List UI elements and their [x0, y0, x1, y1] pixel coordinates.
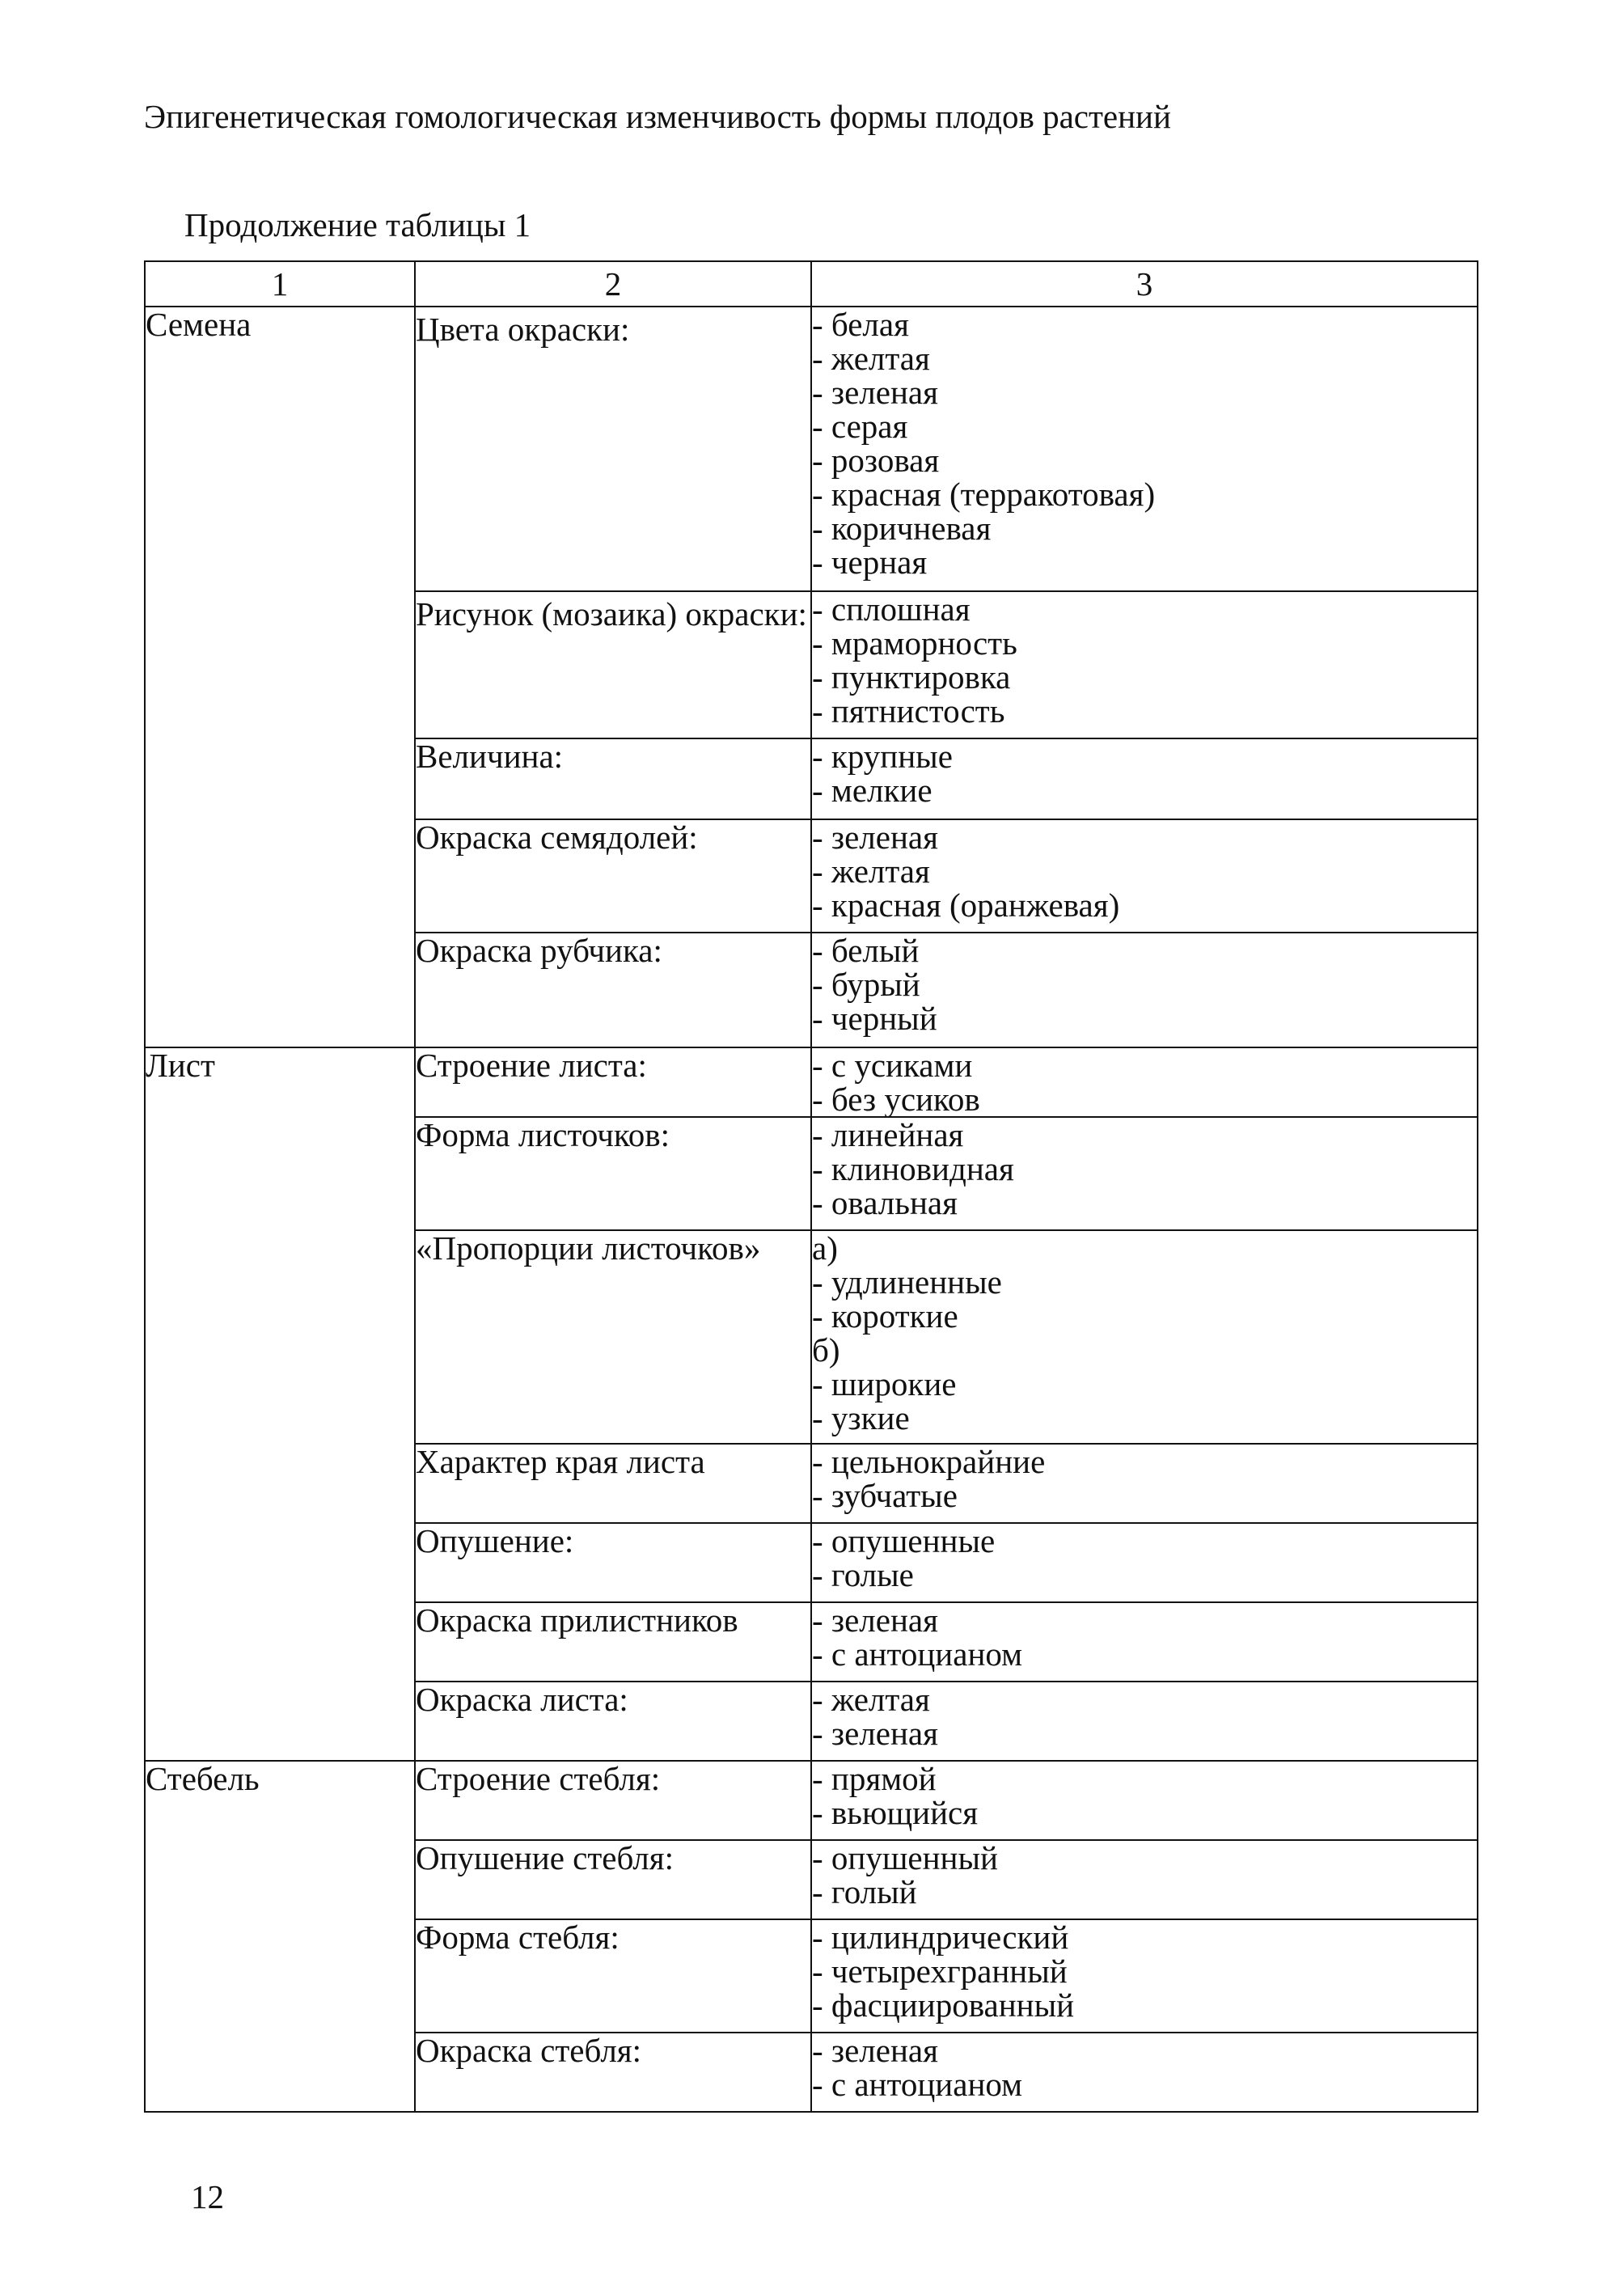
- trait-cell: Величина:: [415, 738, 811, 819]
- value-item: - мраморность: [812, 624, 1017, 662]
- trait-cell: Окраска прилистников: [415, 1602, 811, 1682]
- value-item: - желтая: [812, 340, 930, 377]
- value-item: - мелкие: [812, 772, 933, 809]
- value-item: - розовая: [812, 442, 940, 479]
- trait-cell: Опушение стебля:: [415, 1840, 811, 1919]
- values-cell: [811, 1602, 1478, 1682]
- value-item: - зеленая: [812, 374, 938, 411]
- header-cell-2: 2: [415, 261, 811, 307]
- values-cell: [811, 1047, 1478, 1117]
- value-item: - вьющийся: [812, 1794, 979, 1831]
- value-item: - зеленая: [812, 819, 938, 856]
- group-cell: Лист: [145, 1047, 415, 1761]
- trait-cell: Строение стебля:: [415, 1761, 811, 1840]
- trait-cell: Опушение:: [415, 1523, 811, 1602]
- value-item: - с усиками: [812, 1047, 973, 1084]
- value-item: - широкие: [812, 1365, 957, 1402]
- value-item: - овальная: [812, 1184, 958, 1221]
- value-item: - голые: [812, 1556, 914, 1593]
- value-item: - черная: [812, 544, 928, 581]
- value-item: - цилиндрический: [812, 1919, 1069, 1956]
- value-item: - без усиков: [812, 1081, 980, 1118]
- header-row: [145, 261, 1478, 307]
- trait-cell: Форма листочков:: [415, 1117, 811, 1230]
- value-item: - пунктировка: [812, 658, 1011, 696]
- values-cell: [811, 1761, 1478, 1840]
- value-item: - голый: [812, 1873, 917, 1910]
- trait-cell: Рисунок (мозаика) окраски:: [415, 591, 811, 738]
- values-cell: [811, 1682, 1478, 1761]
- value-item: - короткие: [812, 1297, 958, 1335]
- value-item: - с антоцианом: [812, 1635, 1023, 1673]
- value-item: - линейная: [812, 1116, 964, 1153]
- value-item: - узкие: [812, 1399, 910, 1436]
- value-item: - коричневая: [812, 510, 992, 547]
- value-item: - зубчатые: [812, 1477, 958, 1514]
- group-cell: Стебель: [145, 1761, 415, 2112]
- value-item: - сплошная: [812, 590, 971, 628]
- trait-cell: Цвета окраски:: [415, 307, 811, 591]
- trait-cell: Характер края листа: [415, 1444, 811, 1523]
- page-number: 12: [191, 2178, 224, 2215]
- value-item: - бурый: [812, 966, 920, 1003]
- value-item: - желтая: [812, 852, 930, 890]
- value-item: - зеленая: [812, 2032, 938, 2069]
- values-cell: [811, 307, 1478, 591]
- value-item: - удлиненные: [812, 1263, 1002, 1301]
- value-item: - зеленая: [812, 1715, 938, 1752]
- header-cell-3: 3: [811, 261, 1478, 307]
- value-item: - крупные: [812, 738, 953, 775]
- trait-cell: Строение листа:: [415, 1047, 811, 1117]
- table-row: [145, 1761, 1478, 1840]
- trait-cell: Окраска стебля:: [415, 2033, 811, 2112]
- value-item: - зеленая: [812, 1601, 938, 1639]
- table-body: [145, 307, 1478, 2112]
- values-cell: [811, 738, 1478, 819]
- value-item: - красная (терракотовая): [812, 476, 1156, 513]
- value-item: - прямой: [812, 1760, 937, 1797]
- value-item: - цельнокрайние: [812, 1443, 1046, 1480]
- values-cell: [811, 1444, 1478, 1523]
- group-cell: Семена: [145, 307, 415, 1047]
- traits-table: [144, 260, 1478, 2113]
- values-cell: [811, 2033, 1478, 2112]
- value-item: б): [812, 1331, 840, 1369]
- trait-cell: «Пропорции листочков»: [415, 1230, 811, 1444]
- value-item: - красная (оранжевая): [812, 886, 1120, 924]
- value-item: - опушенные: [812, 1522, 996, 1559]
- value-item: - белый: [812, 932, 920, 969]
- values-cell: [811, 1230, 1478, 1444]
- header-cell-1: 1: [145, 261, 415, 307]
- values-cell: [811, 1840, 1478, 1919]
- value-item: а): [812, 1229, 838, 1267]
- trait-cell: Форма стебля:: [415, 1919, 811, 2033]
- trait-cell: Окраска семядолей:: [415, 819, 811, 933]
- table-row: [145, 1047, 1478, 1117]
- value-item: - пятнистость: [812, 692, 1005, 730]
- running-head: Эпигенетическая гомологическая изменчивость формы плодов растений: [144, 98, 1171, 135]
- value-item: - серая: [812, 408, 908, 445]
- value-item: - четырехгранный: [812, 1952, 1068, 1990]
- trait-cell: Окраска листа:: [415, 1682, 811, 1761]
- value-item: - фасциированный: [812, 1986, 1075, 2024]
- values-cell: [811, 1117, 1478, 1230]
- values-cell: [811, 1523, 1478, 1602]
- value-item: - клиновидная: [812, 1150, 1014, 1187]
- value-item: - опушенный: [812, 1839, 998, 1876]
- trait-cell: Окраска рубчика:: [415, 933, 811, 1047]
- value-item: - желтая: [812, 1681, 930, 1718]
- table-row: [145, 307, 1478, 591]
- values-cell: [811, 933, 1478, 1047]
- values-cell: [811, 1919, 1478, 2033]
- table-caption: Продолжение таблицы 1: [184, 206, 531, 243]
- value-item: - белая: [812, 306, 909, 343]
- values-cell: [811, 591, 1478, 738]
- value-item: - черный: [812, 1000, 937, 1037]
- values-cell: [811, 819, 1478, 933]
- value-item: - с антоцианом: [812, 2066, 1023, 2103]
